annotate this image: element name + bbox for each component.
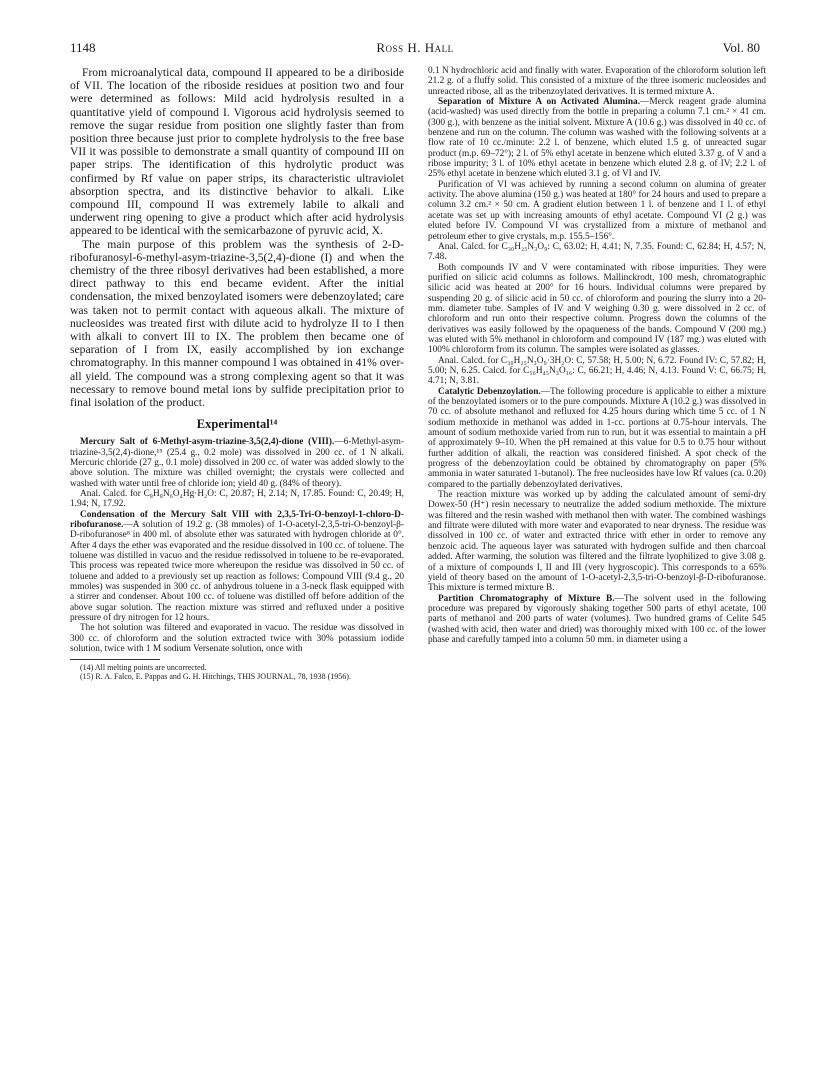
paragraph-text: 0.1 N hydrochloric acid and finally with water. Evaporation of the chloroform solution left 21.2 g. of a fluffy solid. This consisted of a mixture of the three isomeric nucleosides and unreacted ribose, all as the tribenzoylated derivatives. It is termed mixture A. xyxy=(428,66,766,97)
footnote-divider xyxy=(70,659,160,660)
section-heading-experimental: Experimental¹⁴ xyxy=(196,417,278,432)
volume-label: Vol. 80 xyxy=(722,40,760,55)
analysis-paragraph xyxy=(428,242,766,263)
paragraph-text: Purification of VI was achieved by running a second column on alumina of greater activity. The above alumina (150 g.) was heated at 180° for 24 hours and used to prepare a column 3.2 cm.² × 50 cm. A gradient elution between 1 l. of benzene and 1 l. of ethyl acetate was set up with increasing amounts of ethyl acetate. Compound VI (2 g.) was eluted before IV. Compound VI was crystallized from a mixture of methanol and petroleum ether to give crystals, m.p. 155.5–156°. xyxy=(428,179,766,242)
paragraph-text: Anal. Calcd. for C₃₀H₂₅N₃O₉: C, 63.02; H, 4.41; N, 7.35. Found: C, 62.84; H, 4.57; N, 7.48. xyxy=(428,241,766,263)
paragraph-title: Mercury Salt of 6-Methyl-asym-triazine-3,5(2,4)-dione (VIII). xyxy=(80,437,335,448)
experimental-paragraph xyxy=(428,97,766,180)
experimental-paragraph xyxy=(428,263,766,356)
experimental-paragraph xyxy=(428,490,766,593)
paragraph-text: —Merck reagent grade alumina (acid-washed) was used directly from the bottle in preparing a column 7.1 cm.² × 41 cm. (300 g.), with benzene as the initial solvent. Mixture A (10.6 g.) was dissolved in 40 cc. of benzene and run on the column. The column was washed with the following solvents at a flow rate of 10 cc./minute: 2.2 l. of benzene, which eluted 1.5 g. of unreacted sugar product (m.p. 69–72°); 2 l. of 5% ethyl acetate in benzene which eluted 3.37 g. of V and a ribose impurity; 3 l. of 10% ethyl acetate in benzene which eluted 2.8 g. of IV; 2.2 l. of 25% ethyl acetate in benzene which eluted 3.1 g. of VI and IV. xyxy=(428,97,766,180)
paragraph-text: —6-Methyl-asym-triazine-3,5(2,4)-dione,¹⁵ (25.4 g., 0.2 mole) was dissolved in 200 cc. of 1 N alkali. Mercuric chloride (27 g., 0.1 mole) dissolved in 200 cc. of water was added slowly to the above solution. The mixture was chilled overnight; the crystals were collected and washed with water until free of chloride ion; yield 40 g. (84% of theory). xyxy=(70,437,404,489)
right-column xyxy=(428,66,766,645)
experimental-paragraph xyxy=(428,66,766,97)
paragraph-text: The reaction mixture was worked up by adding the calculated amount of semi-dry Dowex-50 (H⁺) resin necessary to neutralize the added sodium methoxide. The mixture was filtered and the resin washed with methanol then with water. The combined washings and filtrate were diluted with more water and evaporated to near dryness. The residue was dissolved in 100 cc. of water and extracted thrice with ether in order to remove any benzoic acid. The aqueous layer was saturated with hydrogen sulfide and then charcoal added. After warming, the solution was filtered and the filtrate lyophilized to give 3.08 g. of a mixture of compounds I, II and III (very hygroscopic). This corresponds to a 65% yield of theory based on the amount of 1-O-acetyl-2,3,5-tri-O-benzoyl-β-D-ribofuranose. This mixture is termed mixture B. xyxy=(428,490,766,594)
paragraph-text: Both compounds IV and V were contaminated with ribose impurities. They were purified on silicic acid columns as follows. Mallinckrodt, 100 mesh, chromatographic silicic acid was heated at 200° for 16 hours. Individual columns were prepared by suspending 20 g. of silicic acid in 50 cc. of chloroform and pouring the slurry into a 20-mm. diameter tube. Samples of IV and V weighing 0.30 g. were dissolved in 2 cc. of chloroform and run onto their respective column. Progress down the columns of the derivatives was easily followed by the opaqueness of the bands. Compound V (200 mg.) was eluted with 5% methanol in chloroform and compound IV (187 mg.) was eluted with 100% chloroform from its column. The samples were isolated as glasses. xyxy=(428,262,766,356)
experimental-paragraph xyxy=(70,510,404,624)
paragraph-title: Condensation of the Mercury Salt VIII with 2,3,5-Tri-O-benzoyl-1-chloro-D-ribofuranose. xyxy=(70,509,404,531)
intro-paragraph: From microanalytical data, compound II appeared to be a diriboside of VII. The location of the riboside residues at position two and four were determined as follows: Mild acid hydrolysis resulted in a quantitative yield of compound I. Vigorous acid hydrolysis seemed to remove the sugar residue from position one slightly faster than from position three because just prior to complete hydrolysis to the free base VII it was possible to demonstrate a small quantity of compound III on paper strips. The identification of this hydrolytic product was confirmed by Rf value on paper strips, its characteristic ultraviolet absorption spectra, and its distinctive behavior to alkali. Like compound III, compound II was extremely labile to alkali and underwent ring opening to give a product which after acid hydrolysis appeared to be identical with the semicarbazone of pyruvic acid, X. xyxy=(70,66,404,238)
paragraph-title: Partition Chromatography of Mixture B. xyxy=(438,593,615,604)
intro-paragraph: The main purpose of this problem was the synthesis of 2-D-ribofuranosyl-6-methyl-asym-triazine-3,5(2,4)-dione (I) and when the chemistry of the three ribosyl derivatives had been established, a more direct pathway to this end became evident. After the initial condensation, the mixed benzoylated isomers were debenzoylated; care was taken not to permit contact with aqueous alkali. The mixture of nucleosides was treated first with dilute acid to hydrolyze II to I then with alkali to convert III to IX. The problem then became one of separation of I from IX, easily accomplished by ion exchange chromatography. In this manner compound I was obtained in 41% over-all yield. The compound was a strong complexing agent so that it was necessary to remove bound metal ions by sulfide precipitation prior to final isolation of the product. xyxy=(70,237,404,410)
paragraph-title: Catalytic Debenzoylation. xyxy=(438,386,541,397)
paragraph-text: Anal. Calcd. for C₈H₈N₆O₄Hg·H₂O: C, 20.87; H, 2.14; N, 17.85. Found: C, 20.49; H, 1.94; N, 17.92. xyxy=(70,489,404,510)
experimental-paragraph xyxy=(428,387,766,490)
paragraph-text: —A solution of 19.2 g. (38 mmoles) of 1-O-acetyl-2,3,5-tri-O-benzoyl-β-D-ribofuranose⁸ in 400 ml. of absolute ether was saturated with hydrogen chloride at 0°. After 4 days the ether was evaporated and the residue dissolved in 100 cc. of toluene. The toluene was distilled in vacuo and the residue redissolved in toluene to be re-evaporated. This process was repeated twice more whereupon the residue was dissolved in 50 cc. of toluene and added to a previously set up reaction as follows: Compound VIII (9.4 g., 20 mmoles) was suspended in 300 cc. of anhydrous toluene in a 3-neck flask equipped with a stirrer and condenser. About 100 cc. of toluene was distilled off before addition of the above sugar solution. The reaction mixture was stirred and refluxed under a positive pressure of dry nitrogen for 12 hours. xyxy=(70,520,404,624)
paragraph-title: Separation of Mixture A on Activated Alumina. xyxy=(438,97,641,108)
footnote: (14) All melting points are uncorrected. xyxy=(80,662,207,672)
running-author: Ross H. Hall xyxy=(376,40,454,55)
paragraph-text: The hot solution was filtered and evaporated in vacuo. The residue was dissolved in 300 cc. of chloroform and the solution extracted twice with 30% potassium iodide solution, twice with 1 M sodium Versenate solution, once with xyxy=(70,623,404,655)
footnote: (15) R. A. Falco, E. Pappas and G. H. Hitchings, THIS JOURNAL, 78, 1938 (1956). xyxy=(80,672,351,681)
analysis-paragraph xyxy=(428,356,766,387)
paragraph-text: Anal. Calcd. for C₃₀H₂₅N₃O₉·3H₂O: C, 57.58; H, 5.00; N, 6.72. Found IV: C, 57.82; H, 5.00; N, 6.25. Calcd. for C₅₆H₄₅N₃O₁₆: C, 66.21; H, 4.46; N, 4.13. Found V: C, 66.75; H, 4.71; N, 3.81. xyxy=(428,355,766,387)
page-number: 1148 xyxy=(70,40,96,55)
experimental-paragraph xyxy=(428,594,766,646)
experimental-paragraph xyxy=(70,623,404,654)
experimental-paragraph xyxy=(428,180,766,242)
analysis-paragraph xyxy=(70,489,404,510)
left-column xyxy=(70,66,404,682)
paragraph-text: —The solvent used in the following procedure was prepared by vigorously shaking together 500 parts of ethyl acetate, 100 parts of methanol and 200 parts of water (volumes). Two hundred grams of Celite 545 (washed with acid, then water and dried) was thoroughly mixed with 100 cc. of the lower phase and carefully tamped into a column 50 mm. in diameter using a xyxy=(428,593,766,645)
running-header xyxy=(70,40,760,56)
paragraph-text: —The following procedure is applicable to either a mixture of the benzoylated isomers or to the pure compounds. Mixture A (10.2 g.) was dissolved in 70 cc. of absolute methanol and refluxed for 4.25 hours during which time 5 cc. of 1 N sodium methoxide in methanol was added in 1-cc. portions at 0.75-hour intervals. The amount of sodium methoxide varied from run to run, but it was essential to maintain a pH of approximately 9–10. When the pH remained at this value for 0.5 to 0.75 hour without further addition of alkali, the reaction was considered finished. A spot check of the progress of the debenzoylation could be obtained by chromatography on paper (5% ammonia in water saturated 1-butanol). The free nucleosides have low Rf values (ca. 0.20) compared to the partially debenzoylated derivatives. xyxy=(428,386,766,490)
experimental-paragraph xyxy=(70,437,404,489)
